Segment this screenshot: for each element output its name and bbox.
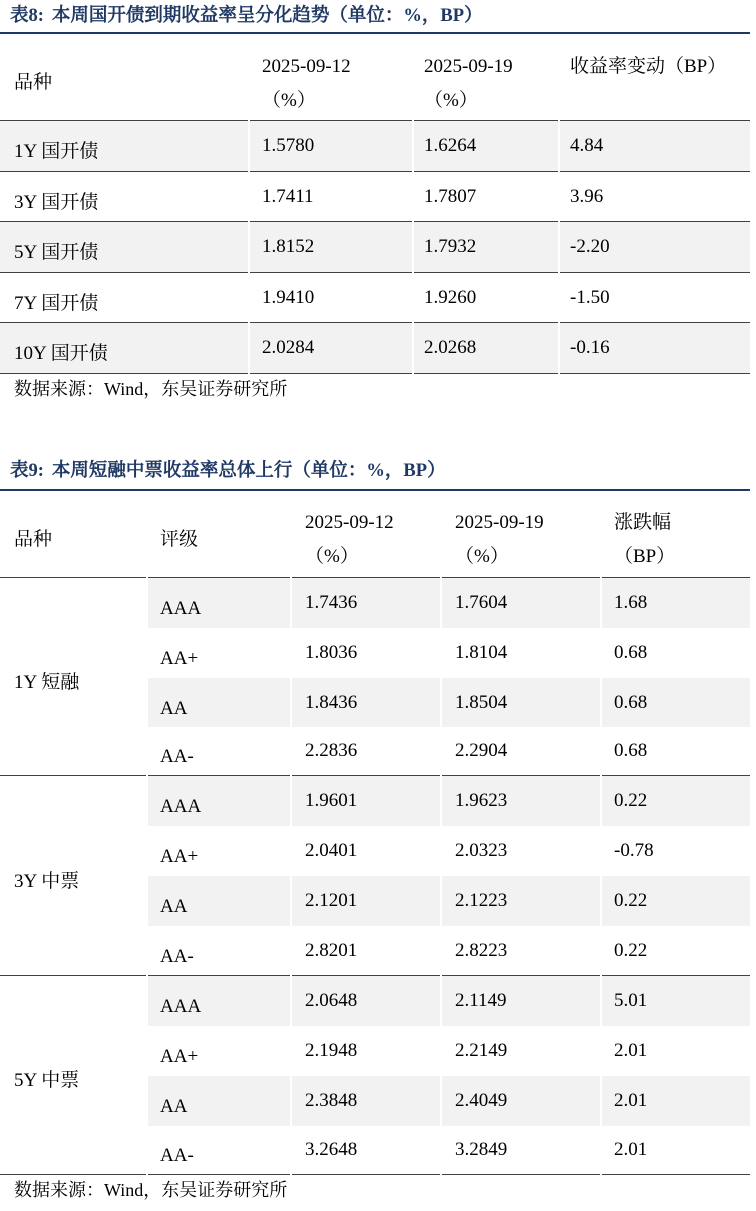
- table-header-row: [0, 491, 750, 578]
- yield-2025-09-12-cell: 2.0648: [292, 976, 440, 1026]
- header-date-2: [414, 34, 558, 121]
- rating-cell: AA-: [148, 727, 290, 776]
- variety-cell: 7Y 国开债: [0, 273, 248, 323]
- header-variety-label: 品种: [14, 529, 53, 550]
- yield-2025-09-12-cell: 1.9601: [292, 776, 440, 826]
- table-8-source-note: 数据来源：Wind，东吴证券研究所: [14, 379, 288, 399]
- rating-cell: AAA: [148, 578, 290, 628]
- table-row-group: [0, 976, 750, 1175]
- yield-2025-09-12-cell: 3.2648: [292, 1126, 440, 1175]
- rating-cell: AA-: [148, 926, 290, 976]
- yield-2025-09-19-cell: 1.6264: [414, 121, 558, 172]
- change-bp-cell: 4.84: [560, 121, 750, 172]
- yield-2025-09-12-cell: 2.0401: [305, 840, 358, 861]
- header-date-1-unit: （%）: [262, 90, 316, 111]
- yield-2025-09-12-cell: 2.8201: [292, 926, 440, 976]
- yield-2025-09-19-cell: 3.2849: [442, 1126, 600, 1175]
- change-bp-cell: 0.22: [602, 926, 750, 976]
- yield-2025-09-12-cell: 1.5780: [250, 121, 412, 172]
- header-rating: [148, 491, 290, 578]
- rating-cell: AA+: [160, 1046, 199, 1067]
- yield-2025-09-12-cell: 2.3848: [292, 1076, 440, 1126]
- yield-2025-09-12-cell: 2.1201: [292, 876, 440, 926]
- yield-2025-09-19-cell: 2.2149: [455, 1040, 508, 1061]
- yield-2025-09-19-cell: 1.7604: [442, 578, 600, 628]
- change-bp-cell: 2.01: [602, 1076, 750, 1126]
- rating-cell: AA-: [148, 1126, 290, 1175]
- rating-cell: AAA: [148, 976, 290, 1026]
- rating-cell: AA: [148, 876, 290, 926]
- change-bp-cell: -0.16: [560, 323, 750, 374]
- yield-2025-09-19-cell: 1.9260: [414, 273, 558, 323]
- table-8-caption: [10, 4, 483, 28]
- header-rating-label: 评级: [160, 529, 199, 550]
- table-row: [0, 323, 750, 374]
- variety-cell: 5Y 中票: [0, 976, 146, 1175]
- variety-cell: 5Y 国开债: [0, 222, 248, 273]
- yield-2025-09-19-cell: 2.0268: [414, 323, 558, 374]
- change-bp-cell: -1.50: [560, 273, 750, 323]
- yield-2025-09-19-cell: 1.7807: [414, 172, 558, 222]
- yield-2025-09-19-cell: 2.1223: [442, 876, 600, 926]
- table-9-caption-title: 本周短融中票收益率总体上行（单位：%，BP）: [51, 461, 446, 481]
- table-9-source-note: 数据来源：Wind，东吴证券研究所: [14, 1180, 288, 1200]
- table-9-caption-label: 表9:: [10, 461, 44, 481]
- change-bp-cell: 0.22: [602, 776, 750, 826]
- header-change-unit: （BP）: [614, 546, 676, 567]
- header-date-1-label: 2025-09-12: [262, 56, 351, 77]
- rating-cell: AA+: [160, 648, 199, 669]
- table-row: [0, 273, 750, 323]
- table-9-caption: [10, 459, 446, 483]
- table-header-row: [0, 34, 750, 121]
- yield-2025-09-19-cell: 2.8223: [442, 926, 600, 976]
- change-bp-cell: -0.78: [614, 840, 654, 861]
- yield-2025-09-12-cell: 1.7436: [292, 578, 440, 628]
- rating-cell: AA: [148, 678, 290, 727]
- yield-2025-09-19-cell: 1.8104: [455, 642, 508, 663]
- change-bp-cell: 0.68: [614, 642, 648, 663]
- table-row-group: [0, 578, 750, 776]
- table-row: [0, 172, 750, 222]
- header-date-1-label: 2025-09-12: [305, 512, 394, 533]
- variety-cell: 10Y 国开债: [0, 323, 248, 374]
- header-change: [602, 491, 750, 578]
- change-bp-cell: 0.22: [602, 876, 750, 926]
- header-change: [560, 34, 750, 121]
- change-bp-cell: 1.68: [602, 578, 750, 628]
- variety-cell: 1Y 国开债: [0, 121, 248, 172]
- change-bp-cell: 5.01: [602, 976, 750, 1026]
- header-variety-label: 品种: [14, 72, 53, 93]
- header-date-2-label: 2025-09-19: [455, 512, 544, 533]
- table-9: [0, 491, 750, 1175]
- change-bp-cell: 2.01: [614, 1040, 648, 1061]
- variety-cell: 1Y 短融: [0, 578, 146, 776]
- yield-2025-09-12-cell: 1.8036: [305, 642, 358, 663]
- yield-2025-09-19-cell: 1.7932: [414, 222, 558, 273]
- rating-cell: AA: [148, 1076, 290, 1126]
- rating-cell: AA+: [160, 846, 199, 867]
- table-row: [0, 121, 750, 172]
- header-date-2: [442, 491, 600, 578]
- header-change-label: 涨跌幅: [614, 512, 672, 533]
- rating-cell: AAA: [148, 776, 290, 826]
- header-date-2-label: 2025-09-19: [424, 56, 513, 77]
- table-8-caption-title: 本周国开债到期收益率呈分化趋势（单位：%，BP）: [51, 6, 483, 26]
- variety-cell: 3Y 中票: [0, 776, 146, 976]
- header-date-2-unit: （%）: [455, 546, 509, 567]
- yield-2025-09-19-cell: 2.2904: [442, 727, 600, 776]
- table-8: [0, 34, 750, 374]
- yield-2025-09-19-cell: 1.9623: [442, 776, 600, 826]
- header-variety: [0, 34, 248, 121]
- yield-2025-09-12-cell: 2.2836: [292, 727, 440, 776]
- yield-2025-09-12-cell: 1.7411: [250, 172, 412, 222]
- yield-2025-09-12-cell: 2.1948: [305, 1040, 358, 1061]
- change-bp-cell: 0.68: [602, 727, 750, 776]
- header-variety: [0, 491, 146, 578]
- yield-2025-09-12-cell: 1.9410: [250, 273, 412, 323]
- yield-2025-09-19-cell: 2.1149: [442, 976, 600, 1026]
- header-change-label: 收益率变动（BP）: [570, 56, 727, 77]
- change-bp-cell: 0.68: [602, 678, 750, 727]
- table-row: [0, 222, 750, 273]
- yield-2025-09-19-cell: 2.0323: [455, 840, 508, 861]
- yield-2025-09-12-cell: 1.8152: [250, 222, 412, 273]
- table-8-caption-label: 表8:: [10, 6, 44, 26]
- yield-2025-09-19-cell: 1.8504: [442, 678, 600, 727]
- header-date-1: [250, 34, 412, 121]
- header-date-2-unit: （%）: [424, 90, 478, 111]
- change-bp-cell: 3.96: [560, 172, 750, 222]
- change-bp-cell: 2.01: [602, 1126, 750, 1175]
- change-bp-cell: -2.20: [560, 222, 750, 273]
- yield-2025-09-19-cell: 2.4049: [442, 1076, 600, 1126]
- header-date-1-unit: （%）: [305, 546, 359, 567]
- yield-2025-09-12-cell: 2.0284: [250, 323, 412, 374]
- yield-2025-09-12-cell: 1.8436: [292, 678, 440, 727]
- table-row-group: [0, 776, 750, 976]
- header-date-1: [292, 491, 440, 578]
- variety-cell: 3Y 国开债: [0, 172, 248, 222]
